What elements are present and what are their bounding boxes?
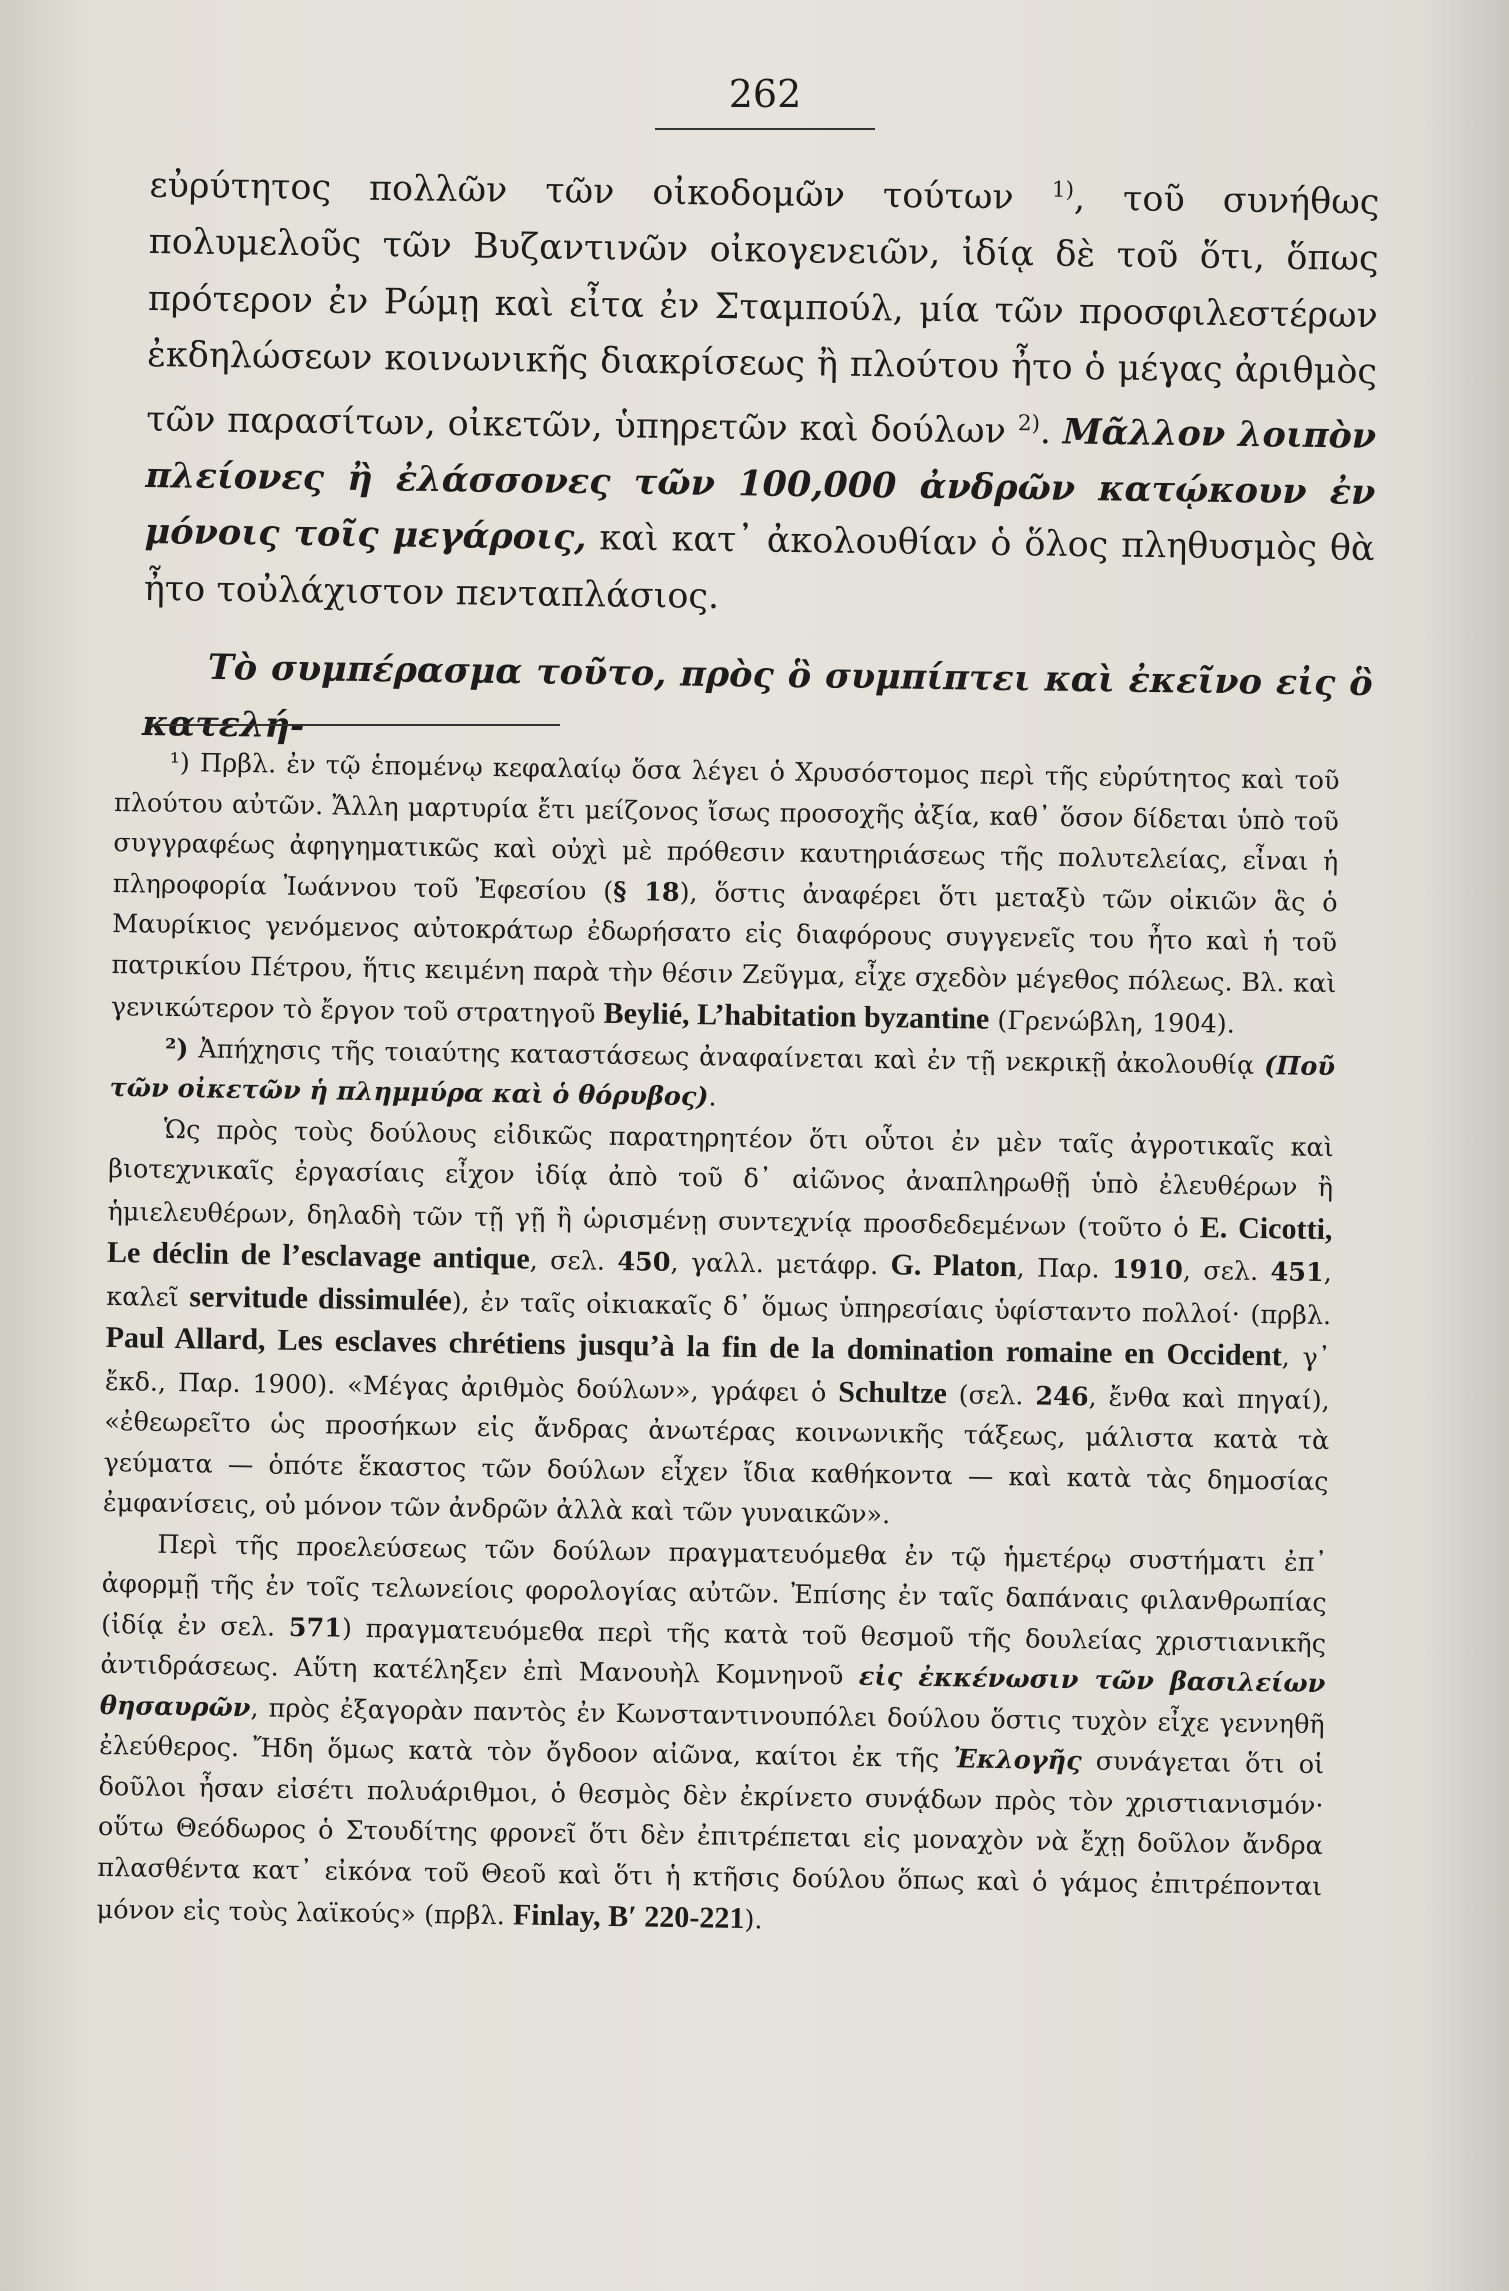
- page-ref: 450: [617, 1246, 671, 1278]
- text-run: , σελ.: [1182, 1255, 1271, 1288]
- page-ref: 451: [1270, 1257, 1324, 1289]
- text-run: Πρβλ. ἐν τῷ ἑπομένῳ κεφαλαίῳ ὅσα λέγει ὁ Χρυσόστομος περὶ τῆς εὐρύτητος καὶ τοῦ πλούτου αὐτῶν. Ἄλλη μαρτυρία ἔτι μείζονος ἴσως προσοχῆς ἀξία, καθ᾽ ὅσον δίδεται ὑπὸ τοῦ συγγραφέως ἀφηγηματικῶς καὶ οὐχὶ μὲ πρόθεσιν καυτηριάσεως τῆς πολυτελείας, εἶναι ἡ πληροφορία Ἰωάννου τοῦ Ἐφεσίου (: [112, 748, 1340, 907]
- text-run: εὐρύτητος πολλῶν τῶν οἰκοδομῶν τούτων: [149, 165, 1053, 219]
- footnote-separator: [150, 724, 560, 726]
- text-run: , Παρ.: [1016, 1253, 1113, 1285]
- text-run: συνάγεται ὅτι οἱ δοῦλοι ἦσαν εἰσέτι πολυάριθμοι, ὁ θεσμὸς δὲν ἐκρίνετο συνᾴδων πρὸς τὸν χριστιανισμόν· οὕτω Θεόδωρος ὁ Στουδίτης φρονεῖ ὅτι δὲν ἐπιτρέπεται εἰς μοναχὸν νὰ ἔχῃ δοῦλον ἄνδρα πλασθέντα κατ᾽ εἰκόνα τοῦ Θεοῦ καὶ ὅτι ἡ κτῆσις δούλου ὅπως καὶ ὁ γάμος ἐπιτρέπονται μόνον εἰς τοὺς λαϊκούς» (πρβλ.: [96, 1746, 1325, 1932]
- footnote-2-paragraph-3: [96, 1523, 1327, 1949]
- emphasis-text: Τὸ συμπέρασμα τοῦτο, πρὸς ὃ συμπίπτει καὶ ἐκεῖνο εἰς ὃ κατελή-: [141, 647, 1373, 747]
- page-number: 262: [728, 72, 802, 116]
- citation: G. Platon: [890, 1247, 1017, 1284]
- citation: E. Cicotti, Le déclin de l’esclavage antique: [106, 1209, 1333, 1276]
- text-run: , ἔνθα καὶ πηγαί), «ἐθεωρεῖτο ὡς προσήκων εἰς ἄνδρας ἀνωτέρας κοινωνικῆς τάξεως, μάλιστα κατὰ τὰ γεύματα — ὁπότε ἕκαστος τῶν δούλων εἶχεν ἴδια καθήκοντα — καὶ κατὰ τὰς δημοσίας ἐμφανίσεις, οὐ μόνον τῶν ἀνδρῶν ἀλλὰ καὶ τῶν γυναικῶν».: [102, 1381, 1331, 1531]
- citation: Paul Allard, Les esclaves chrétiens jusqu’à la fin de la domination romaine en Occident: [105, 1319, 1283, 1373]
- text-run: , γαλλ. μετάφρ.: [670, 1247, 891, 1282]
- text-run: Ὡς πρὸς τοὺς δούλους εἰδικῶς παρατηρητέον ὅτι οὗτοι ἐν μὲν ταῖς ἀγροτικαῖς καὶ βιοτεχνικαῖς ἐργασίαις εἶχον ἰδίᾳ ἀπὸ τοῦ δ᾽ αἰῶνος ἀναπληρωθῇ ὑπὸ ἐλευθέρων ἢ ἡμιελευθέρων, δηλαδὴ τῶν τῇ γῇ ἢ ὡρισμένῃ συντεχνίᾳ προσδεδεμένων (τοῦτο ὁ: [107, 1114, 1335, 1244]
- text-run: ) πραγματευόμεθα περὶ τῆς κατὰ τοῦ θεσμοῦ τῆς δουλείας χριστιανικῆς ἀντιδράσεως. Αὕτη κατέληξεν ἐπὶ Μανουὴλ Κομνηνοῦ: [100, 1613, 1327, 1692]
- text-run: .: [1039, 411, 1064, 453]
- citation: Beylié, L’habitation byzantine: [603, 995, 990, 1036]
- page-ref: 571: [288, 1612, 343, 1644]
- footnote-ref-1: 1): [1051, 177, 1075, 203]
- footnotes: [96, 742, 1340, 1950]
- text-run: ), ὅστις ἀναφέρει ὅτι μεταξὺ τῶν οἰκιῶν ἃς ὁ Μαυρίκιος γενόμενος αὐτοκράτωρ ἐδωρήσατο εἰς διαφόρους συγγενεῖς του ἦτο καὶ ἡ τοῦ πατρικίου Πέτρου, ἥτις κειμένη παρὰ τὴν θέσιν Ζεῦγμα, εἶχε σχεδὸν μέγεθος πόλεως. Βλ. καὶ γενικώτερον τὸ ἔργον τοῦ στρατηγοῦ: [110, 877, 1338, 1030]
- footnote-label: ²): [164, 1033, 189, 1064]
- page-ref: 246: [1035, 1381, 1089, 1412]
- text-run: , τοῦ συνήθως πολυμελοῦς τῶν Βυζαντινῶν οἰκογενειῶν, ἰδίᾳ δὲ τοῦ ὅτι, ὅπως πρότερον ἐν Ρώμῃ καὶ εἶτα ἐν Σταμπούλ, μία τῶν προσφιλεστέρων ἐκδηλώσεων κοινωνικῆς διακρίσεως ἢ πλούτου ἦτο ὁ μέγας ἀριθμὸς τῶν παρασίτων, οἰκετῶν, ὑπηρετῶν καὶ δούλων: [145, 178, 1380, 452]
- text-run: , καλεῖ: [106, 1258, 1333, 1313]
- emphasis-text: Ἐκλογῆς: [953, 1744, 1082, 1777]
- section-ref: § 18: [612, 876, 680, 908]
- emphasis-text: εἰς ἐκκένωσιν τῶν βασιλείων θησαυρῶν: [99, 1661, 1326, 1723]
- footnote-1: [111, 742, 1340, 1047]
- text-run: .: [708, 1082, 717, 1113]
- text-run: , πρὸς ἐξαγορὰν παντὸς ἐν Κωνσταντινουπόλει δούλου ὅστις τυχὸν εἶχε γεννηθῆ ἐλεύθερος. Ἤδη ὅμως κατὰ τὸν ὄγδοον αἰῶνα, καίτοι ἐκ τῆς: [98, 1692, 1325, 1775]
- citation: Finlay, Β′ 220-221: [512, 1897, 745, 1936]
- text-run: (Γρενώβλη, 1904).: [989, 1005, 1236, 1040]
- text-run: , γ᾽ ἔκδ., Παρ. 1900). «Μέγας ἀριθμὸς δούλων», γράφει ὁ: [104, 1342, 1331, 1408]
- text-run: καὶ κατ᾽ ἀκολουθίαν ὁ ὅλος πληθυσμὸς θὰ ἦτο τοὐλάχιστον πενταπλάσιος.: [143, 518, 1375, 617]
- footnote-ref-2: 2): [1017, 410, 1041, 437]
- text-run: ), ἐν ταῖς οἰκιακαῖς δ᾽ ὅμως ὑπηρεσίαις ὑφίσταντο πολλοί· (πρβλ.: [451, 1286, 1332, 1331]
- text-run: (σελ.: [946, 1379, 1036, 1412]
- text-run: ).: [744, 1905, 763, 1936]
- emphasis-text: Μᾶλλον λοιπὸν πλείονες ἢ ἐλάσσονες τῶν 100,000 ἀνδρῶν κατῴκουν ἐν μόνοις τοῖς μεγάροις,: [144, 411, 1377, 559]
- text-run: Ἀπήχησις τῆς τοιαύτης καταστάσεως ἀναφαίνεται καὶ ἐν τῇ νεκρικῇ ἀκολουθίᾳ: [188, 1033, 1265, 1081]
- citation: servitude dissimulée: [189, 1278, 452, 1317]
- text-run: Περὶ τῆς προελεύσεως τῶν δούλων πραγματευόμεθα ἐν τῷ ἡμετέρῳ συστήματι ἐπ᾽ ἀφορμῇ τῆς ἐν τοῖς τελωνείοις φορολογίας αὐτῶν. Ἐπίσης ἐν ταῖς δαπάναις φιλανθρωπίας (ἰδίᾳ ἐν σελ.: [100, 1529, 1328, 1643]
- citation: Schultze: [837, 1373, 948, 1410]
- text-run: , σελ.: [529, 1245, 618, 1277]
- footnote-2-paragraph-2: [103, 1108, 1334, 1542]
- page-number-rule: [655, 128, 875, 130]
- emphasis-text: (Ποῦ τῶν οἰκετῶν ἡ πλημμύρα καὶ ὁ θόρυβος): [109, 1050, 1336, 1113]
- year-ref: 1910: [1111, 1254, 1184, 1286]
- footnote-label: ¹): [169, 747, 191, 779]
- main-paragraph-1: [143, 150, 1379, 634]
- main-text: [142, 150, 1380, 769]
